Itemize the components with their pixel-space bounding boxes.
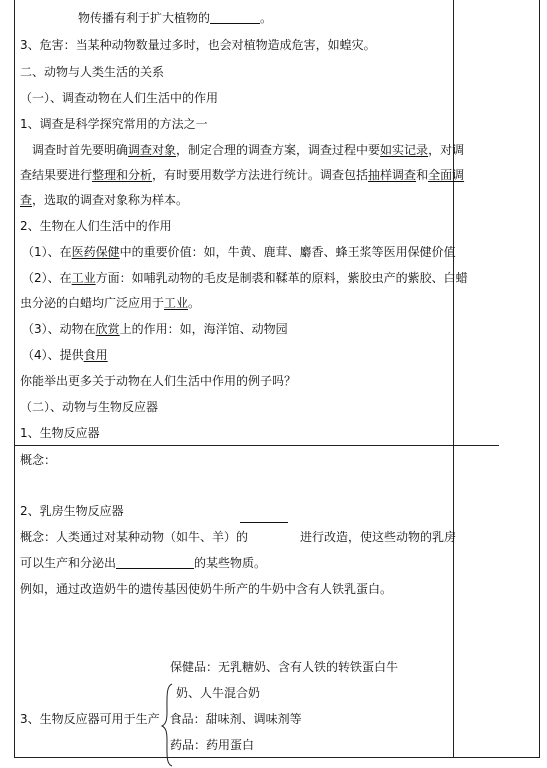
healthcare-products-continued: 奶、人牛混合奶 <box>176 686 261 700</box>
subsection-heading-1: （一）、调查动物在人们生活中的作用 <box>20 91 219 105</box>
underlined-term: 查 <box>20 193 33 207</box>
underlined-term: 抽样调查 <box>368 168 417 182</box>
medicine-products: 药品：药用蛋白 <box>170 738 255 752</box>
text: ，有时要用数学方法进行统计。调查包括 <box>152 168 369 182</box>
healthcare-products: 保健品：无乳糖奶、含有人铁的转铁蛋白牛 <box>170 660 399 674</box>
underlined-term: 整理和分析 <box>92 168 153 182</box>
underlined-term: 全面调 <box>428 168 465 182</box>
subsection-heading-2: （二）、动物与生物反应器 <box>20 400 159 414</box>
underlined-term: 如实记录 <box>380 143 429 157</box>
text: 3、生物反应器可用于生产 <box>20 712 160 726</box>
text: 概念：人类通过对某种动物（如牛、羊）的 <box>20 530 249 544</box>
line-22: 例如，通过改造奶牛的遗传基因使奶牛所产的牛奶中含有人铁乳蛋白。 <box>20 582 393 596</box>
line-8 <box>20 192 188 208</box>
line-2: 3、危害：当某种动物数量过多时，也会对植物造成危害，如蝗灾。 <box>20 38 376 52</box>
row-divider <box>14 445 499 446</box>
line-11 <box>22 270 468 286</box>
underlined-term: 医药保健 <box>71 245 120 259</box>
underlined-term: 工业 <box>71 271 96 285</box>
text: 食品：甜味剂、调味剂等 <box>169 712 302 726</box>
line-17: 1、生物反应器 <box>20 426 100 440</box>
column-divider <box>453 0 454 758</box>
fill-blank <box>240 510 288 523</box>
underlined-term: 食用 <box>83 348 108 362</box>
line-9: 2、生物在人们生活中的作用 <box>20 219 172 233</box>
text: ，选取的调查对象称为样本。 <box>32 193 189 207</box>
section-heading-2: 二、动物与人类生活的关系 <box>20 65 165 79</box>
line-21 <box>20 555 266 571</box>
line-10 <box>22 244 456 260</box>
text: 。 <box>188 296 201 310</box>
line-13 <box>22 321 288 337</box>
line-12 <box>20 295 200 311</box>
underlined-term: 工业 <box>164 296 189 310</box>
text: ，对调 <box>428 143 465 157</box>
text: 物传播有利于扩大植物的 <box>78 11 211 25</box>
text: 。 <box>260 11 273 25</box>
line-6 <box>32 142 464 158</box>
text: （3）、动物在 <box>22 322 96 336</box>
text: 查结果要进行 <box>20 168 93 182</box>
text: ，制定合理的调查方案，调查过程中要 <box>176 143 381 157</box>
underlined-term: 调查对象 <box>128 143 177 157</box>
line-14 <box>22 347 108 363</box>
concept-label: 概念： <box>20 453 57 467</box>
text: 的某些物质。 <box>194 556 267 570</box>
line-20 <box>20 529 456 545</box>
text: 可以生产和分泌出 <box>20 556 117 570</box>
text: 进行改造，使这些动物的乳房 <box>300 530 457 544</box>
line-5: 1、调查是科学探究常用的方法之一 <box>20 117 208 131</box>
text: 调查时首先要明确 <box>32 143 129 157</box>
text: 虫分泌的白蜡均广泛应用于 <box>20 296 165 310</box>
text: （2）、在 <box>22 271 72 285</box>
line-19: 2、乳房生物反应器 <box>20 504 124 518</box>
text: （4）、提供 <box>22 348 84 362</box>
fill-blank <box>210 11 260 24</box>
text: 方面：如哺乳动物的毛皮是制裘和鞣革的原料，紫胶虫产的紫胶、白蜡 <box>95 271 468 285</box>
line-7 <box>20 167 464 183</box>
text: 上的作用：如，海洋馆、动物园 <box>119 322 288 336</box>
text: 中的重要价值：如，牛黄、鹿茸、麝香、蜂王浆等医用保健价值 <box>119 245 456 259</box>
line-1 <box>78 10 272 26</box>
underlined-term: 欣赏 <box>95 322 120 336</box>
text: 和 <box>416 168 429 182</box>
text: （1）、在 <box>22 245 72 259</box>
line-25 <box>20 711 302 727</box>
fill-blank <box>116 556 194 569</box>
line-15: 你能举出更多关于动物在人们生活中作用的例子吗？ <box>20 374 297 388</box>
